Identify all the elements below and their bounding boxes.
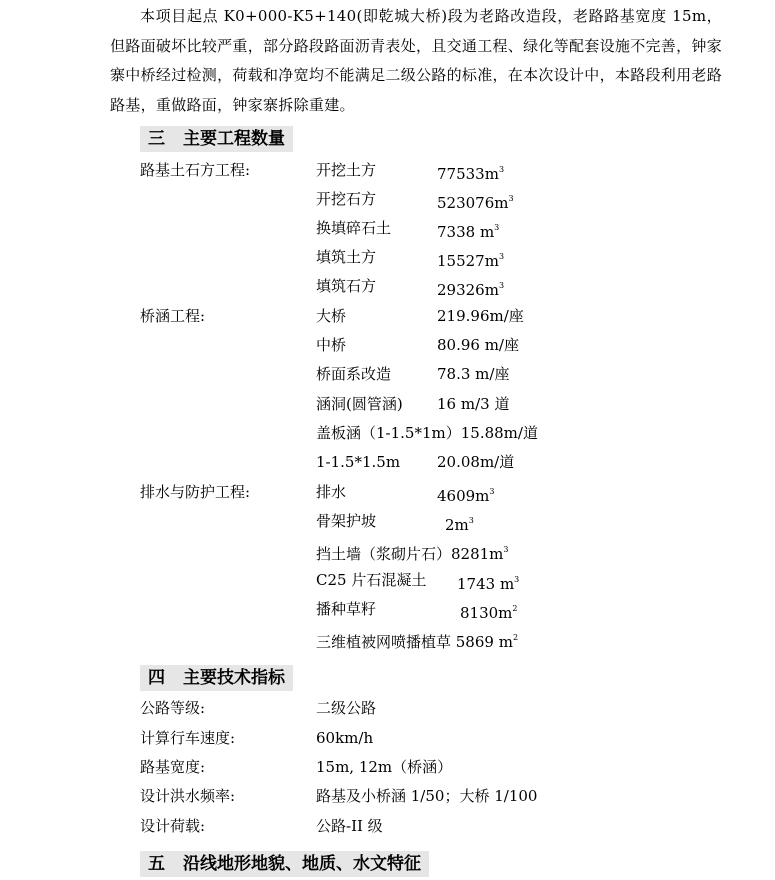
spec-value: 60km/h	[316, 729, 374, 747]
spec-label: 计算行车速度:	[140, 729, 236, 747]
section-5-heading	[140, 851, 429, 877]
section-4-title: 主要技术指标	[183, 668, 285, 688]
item-name: 挡土墙（浆砌片石）$8281m^3$	[316, 545, 509, 563]
item-name: 填筑土方	[316, 248, 377, 266]
item-name: 开挖石方	[316, 190, 377, 208]
item-value: 16 m/3 道	[437, 395, 510, 413]
item-value: 78.3 m/座	[437, 365, 510, 383]
item-value: 7338 $m^3$	[437, 223, 500, 241]
intro-paragraph: 本项目起点 K0+000-K5+140(即乾城大桥)段为老路改造段，老路路基宽度 15m，但路面破坏比较严重，部分路段路面沥青表处，且交通工程、绿化等配套设施不完善，钟家寨中桥经过检测，荷载和净宽均不能满足二级公路的标准，在本次设计中，本路段利用老路路基，重做路面，钟家寨拆除重建。	[110, 7, 723, 114]
item-value: 20.08m/道	[437, 453, 515, 471]
item-value: $15527m^3$	[437, 252, 505, 270]
category-label: 路基土石方工程:	[140, 161, 251, 179]
item-value: $2m^3$	[445, 516, 474, 534]
item-name: 1-1.5*1.5m	[316, 453, 401, 471]
item-name: 涵洞(圆管涵)	[316, 395, 403, 413]
section-3-number: 三	[148, 129, 165, 149]
item-value: $29326m^3$	[437, 281, 505, 299]
section-3-heading	[140, 126, 293, 152]
item-value: $523076m^3$	[437, 194, 514, 212]
item-value: 1743 $m^3$	[457, 575, 520, 593]
item-value: $8130m^2$	[460, 604, 518, 622]
item-name: 大桥	[316, 307, 347, 325]
item-name: 换填碎石土	[316, 219, 392, 237]
item-name: 填筑石方	[316, 277, 377, 295]
item-value: 219.96m/座	[437, 307, 524, 325]
item-name: 骨架护坡	[316, 512, 377, 530]
spec-label: 设计洪水频率:	[140, 787, 236, 805]
spec-label: 设计荷载:	[140, 817, 206, 835]
section-4-heading	[140, 665, 293, 691]
item-name: 盖板涵（1-1.5*1m）15.88m/道	[316, 424, 538, 442]
item-name: 播种草籽	[316, 600, 377, 618]
section-3-title: 主要工程数量	[183, 129, 285, 149]
item-name: 排水	[316, 483, 347, 501]
item-name: 三维植被网喷播植草 5869 $m^2$	[316, 633, 519, 651]
spec-label: 路基宽度:	[140, 758, 206, 776]
spec-value: 二级公路	[316, 699, 377, 717]
section-5-number: 五	[148, 854, 165, 874]
section-5-title: 沿线地形地貌、地质、水文特征	[183, 854, 421, 874]
spec-label: 公路等级:	[140, 699, 206, 717]
spec-value: 15m, 12m（桥涵）	[316, 758, 453, 776]
item-name: C25 片石混凝土	[316, 571, 427, 589]
item-value: 80.96 m/座	[437, 336, 519, 354]
spec-value: 路基及小桥涵 1/50；大桥 1/100	[316, 787, 538, 805]
section-4-number: 四	[148, 668, 165, 688]
spec-value: 公路-II 级	[316, 817, 383, 835]
item-name: 开挖土方	[316, 161, 377, 179]
item-value: $77533m^3$	[437, 165, 505, 183]
item-name: 中桥	[316, 336, 347, 354]
category-label: 排水与防护工程:	[140, 483, 251, 501]
item-value: $4609m^3$	[437, 487, 495, 505]
category-label: 桥涵工程:	[140, 307, 206, 325]
item-name: 桥面系改造	[316, 365, 392, 383]
